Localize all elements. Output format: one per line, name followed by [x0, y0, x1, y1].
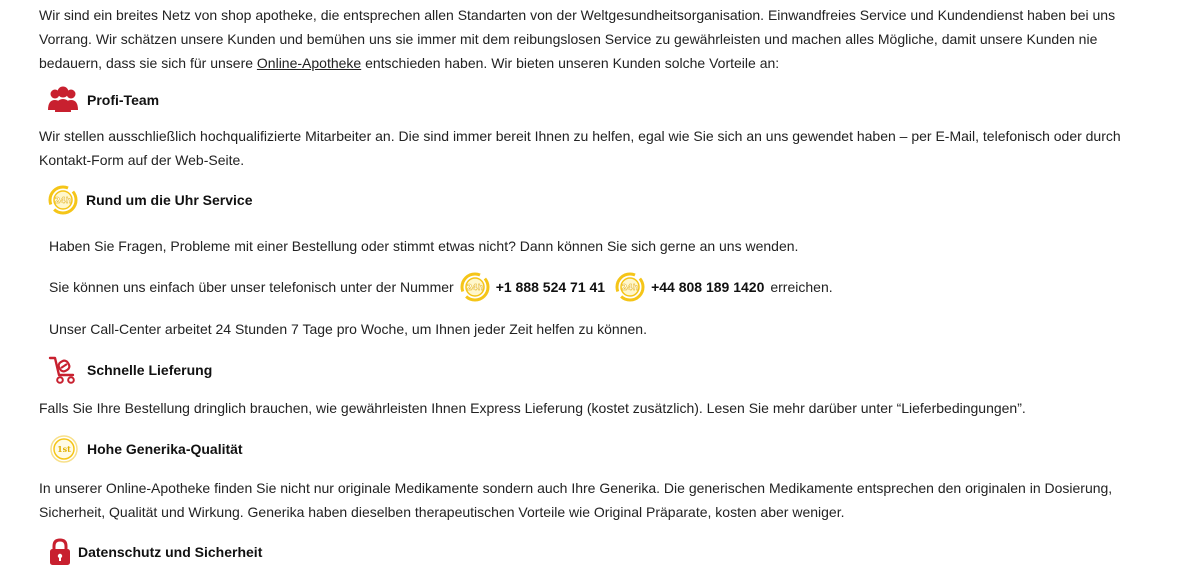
first-quality-icon [49, 434, 79, 464]
24h-icon [48, 185, 78, 215]
24h-icon [460, 272, 490, 302]
profi-team-title: Profi-Team [87, 92, 160, 108]
phone-number-us[interactable]: +1 888 524 71 41 [495, 279, 606, 295]
heading-privacy [48, 537, 262, 567]
svg-text:24h: 24h [621, 283, 639, 292]
intro-text: Wir sind ein breites Netz von shop apotheke, die entsprechen allen Standarten von der Weltgesundheitsorganisation. Einwandfreies Service und Kundendienst haben bei uns Vorrang. Wir schätzen unsere Kunden und bemühen uns sie immer mit dem reibungslosen Service zu gewährleisten und machen alles Mögliche, damit unsere Kunden nie bedauern, dass sie sich für unsere [39, 7, 1116, 71]
svg-text:24h: 24h [466, 283, 484, 292]
service-title: Rund um die Uhr Service [86, 192, 253, 208]
phone-intro-text: Sie können uns einfach über unser telefonisch unter der Nummer [49, 279, 454, 295]
delivery-icon [47, 355, 79, 385]
online-apotheke-link[interactable]: Online-Apotheke [256, 55, 362, 71]
phone-outro-text: erreichen. [770, 279, 833, 295]
heading-quality [49, 434, 243, 464]
heading-service [48, 185, 252, 215]
quality-text: In unserer Online-Apotheke finden Sie nicht nur originale Medikamente sondern auch Ihre Generika. Die generischen Medikamente entsprechen den originalen in Dosierung, Sicherheit, Qualität und Wirkung. Generika haben dieselben therapeutischen Vorteile wie Original Präparate, kosten aber weniger. [39, 480, 1113, 520]
heading-delivery [47, 355, 212, 385]
team-icon [47, 86, 79, 114]
delivery-title: Schnelle Lieferung [87, 362, 213, 378]
phone-number-uk[interactable]: +44 808 189 1420 [651, 279, 765, 295]
svg-text:24h: 24h [54, 196, 72, 205]
profi-team-text: Wir stellen ausschließlich hochqualifizierte Mitarbeiter an. Die sind immer bereit Ihnen zu helfen, egal wie Sie sich an uns gewendet haben – per E-Mail, telefonisch oder durch Kontakt-Form auf der Web-Seite. [39, 128, 1121, 168]
intro-text-end: entschieden haben. Wir bieten unseren Kunden solche Vorteile an: [361, 55, 780, 71]
privacy-title: Datenschutz und Sicherheit [78, 544, 263, 560]
delivery-text: Falls Sie Ihre Bestellung dringlich brauchen, wie gewährleisten Ihnen Express Lieferung (kostet zusätzlich). Lesen Sie mehr darüber unter “Lieferbedingungen”. [39, 400, 1026, 416]
svg-text:1st: 1st [57, 444, 71, 454]
24h-icon [615, 272, 645, 302]
service-text-questions: Haben Sie Fragen, Probleme mit einer Bestellung oder stimmt etwas nicht? Dann können Sie sich gerne an uns wenden. [49, 238, 799, 254]
quality-title: Hohe Generika-Qualität [87, 441, 243, 457]
heading-profi-team [47, 86, 159, 114]
intro-paragraph [39, 3, 1139, 75]
callcenter-text: Unser Call-Center arbeitet 24 Stunden 7 Tage pro Woche, um Ihnen jeder Zeit helfen zu können. [49, 321, 647, 337]
phone-line [49, 272, 833, 302]
lock-icon [48, 537, 72, 567]
